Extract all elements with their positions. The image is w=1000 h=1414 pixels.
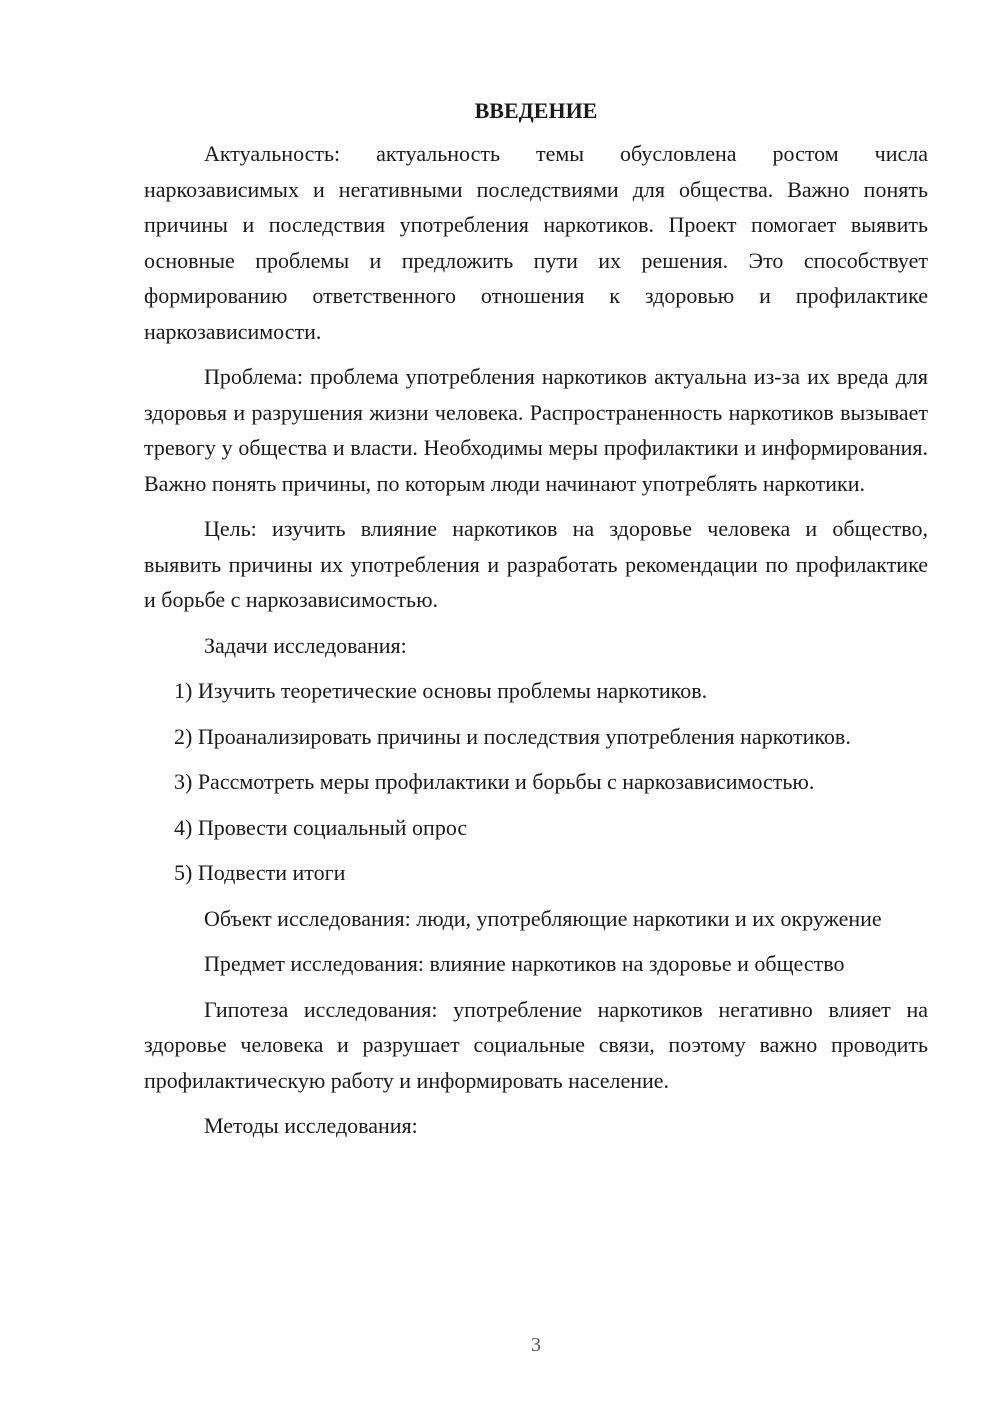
task-item-4: 4) Провести социальный опрос (174, 814, 468, 840)
paragraph-relevance: Актуальность: актуальность темы обусловлена ростом числа наркозависимых и негативными последствиями для общества. Важно понять причины и последствия употребления наркотиков. Проект помогает выявить основные проблемы и предложить пути их решения. Это способствует формированию ответственного отношения к здоровью и профилактике наркозависимости. (144, 141, 928, 344)
paragraph-subject: Предмет исследования: влияние наркотиков на здоровье и общество (204, 951, 845, 976)
page-number: 3 (531, 1334, 541, 1356)
paragraph-hypothesis: Гипотеза исследования: употребление наркотиков негативно влияет на здоровье человека и разрушает социальные связи, поэтому важно проводить профилактическую работу и информировать население. (144, 996, 928, 1093)
task-item-3: 3) Рассмотреть меры профилактики и борьбы с наркозависимостью. (174, 769, 815, 794)
paragraph-tasks-title: Задачи исследования: (204, 632, 407, 658)
paragraph-goal: Цель: изучить влияние наркотиков на здоровье человека и общество, выявить причины их употребления и разработать рекомендации по профилактике и борьбе с наркозависимостью. (144, 516, 928, 612)
paragraph-problem: Проблема: проблема употребления наркотиков актуальна из-за их вреда для здоровья и разрушения жизни человека. Распространенность наркотиков вызывает тревогу у общества и власти. Необходимы меры профилактики и информирования. Важно понять причины, по которым люди начинают употреблять наркотики. (144, 364, 928, 496)
paragraph-methods-title: Методы исследования: (204, 1113, 418, 1138)
paragraph-object: Объект исследования: люди, употребляющие наркотики и их окружение (204, 905, 882, 931)
task-item-5: 5) Подвести итоги (174, 860, 346, 885)
document-page (144, 94, 928, 1154)
task-item-2: 2) Проанализировать причины и последствия употребления наркотиков. (174, 723, 851, 749)
task-item-1: 1) Изучить теоретические основы проблемы наркотиков. (174, 678, 708, 703)
section-heading: ВВЕДЕНИЕ (474, 98, 598, 123)
